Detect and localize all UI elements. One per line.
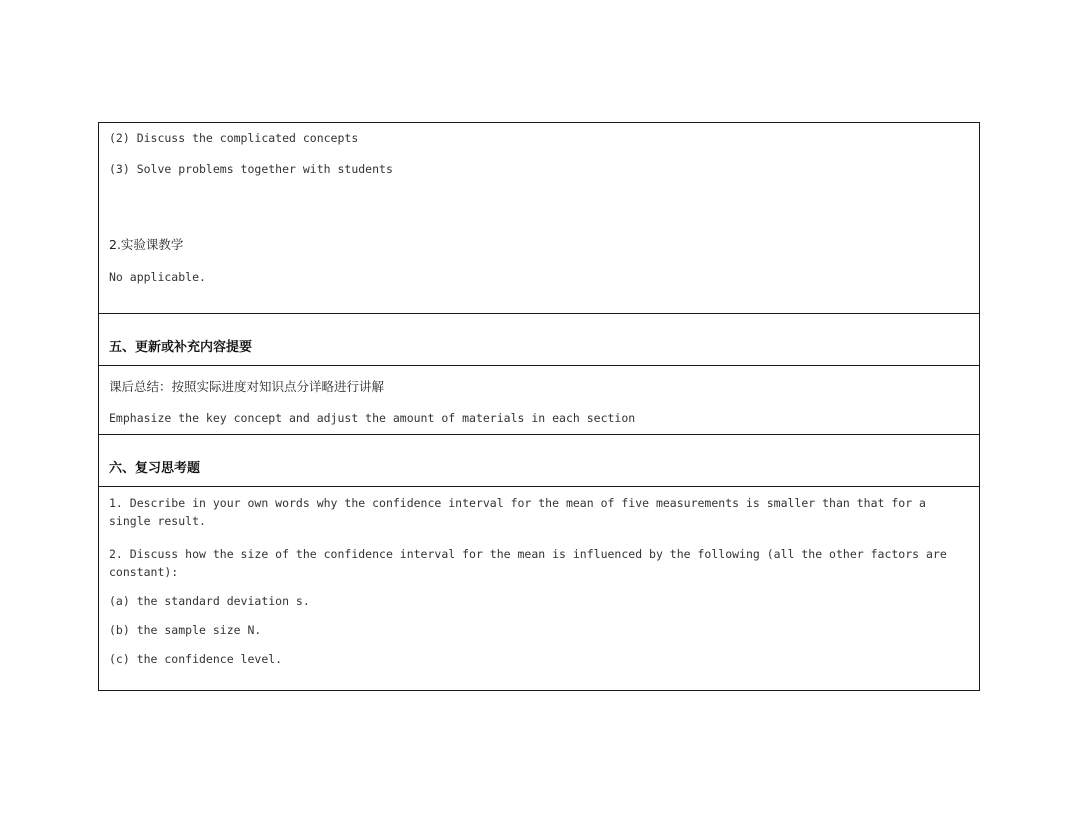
summary-label: 课后总结：按照实际进度对知识点分详略进行讲解 [109, 379, 385, 394]
section6-heading: 六、复习思考题 [109, 461, 201, 476]
section5-content-row [99, 366, 980, 435]
question-2: 2. Discuss how the size of the confidence interval for the mean is influenced by the following (all the other factors are constant): [109, 547, 947, 579]
section5-heading-cell [99, 314, 980, 366]
lesson-plan-table [98, 122, 980, 691]
teaching-methods-cell [99, 123, 980, 314]
question-2c: (c) the confidence level. [109, 652, 283, 666]
question-2a: (a) the standard deviation s. [109, 594, 310, 608]
lab-teaching-heading: 2.实验课教学 [109, 237, 184, 252]
teaching-methods-row [99, 123, 980, 314]
section6-heading-cell [99, 435, 980, 487]
summary-text: Emphasize the key concept and adjust the amount of materials in each section [109, 411, 636, 425]
question-1: 1. Describe in your own words why the confidence interval for the mean of five measurements is smaller than that for a single result. [109, 496, 926, 528]
section5-heading-row [99, 314, 980, 366]
teaching-item-2: (2) Discuss the complicated concepts [109, 131, 359, 145]
lab-teaching-text: No applicable. [109, 270, 206, 284]
section5-content-cell [99, 366, 980, 435]
section5-heading: 五、更新或补充内容提要 [109, 340, 253, 355]
section6-content-row [99, 487, 980, 691]
teaching-item-3: (3) Solve problems together with students [109, 162, 393, 176]
section6-content-cell [99, 487, 980, 691]
question-2b: (b) the sample size N. [109, 623, 262, 637]
section6-heading-row [99, 435, 980, 487]
